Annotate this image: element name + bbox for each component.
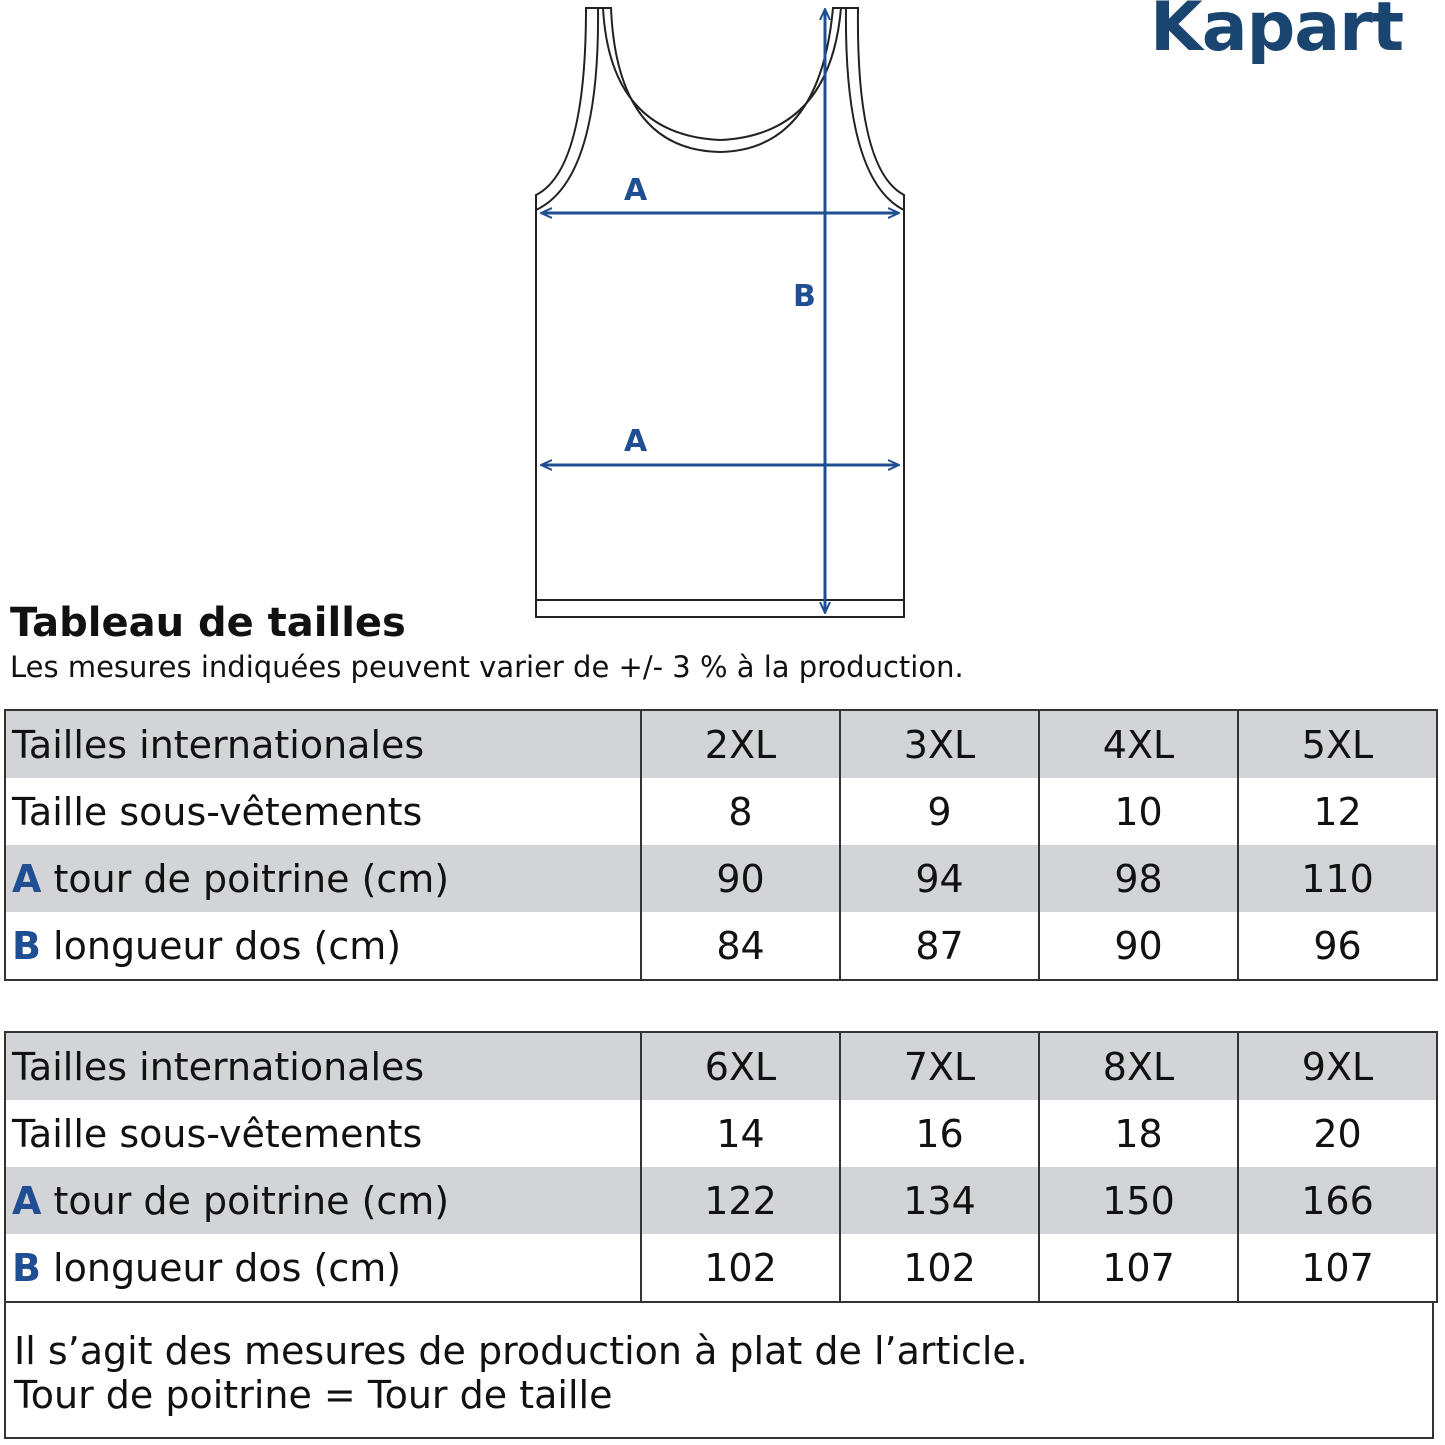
- size-table-1: [4, 709, 1438, 981]
- row-label: A tour de poitrine (cm): [5, 1167, 641, 1234]
- table-cell: 10: [1039, 778, 1238, 845]
- page-title: Tableau de tailles: [10, 600, 406, 646]
- table-cell: 87: [840, 912, 1039, 980]
- table-cell: 8XL: [1039, 1032, 1238, 1100]
- table-cell: 9: [840, 778, 1039, 845]
- tank-top-outline: [536, 8, 904, 617]
- table-cell: 5XL: [1238, 710, 1437, 778]
- table-cell: 18: [1039, 1100, 1238, 1167]
- row-label: B longueur dos (cm): [5, 1234, 641, 1302]
- brand-logo: [1150, 0, 1420, 67]
- table-cell: 94: [840, 845, 1039, 912]
- table-row: [5, 778, 1437, 845]
- table-cell: 90: [641, 845, 840, 912]
- table-row: [5, 1234, 1437, 1302]
- table-cell: 4XL: [1039, 710, 1238, 778]
- table-cell: 110: [1238, 845, 1437, 912]
- tank-top-diagram: [0, 0, 1445, 620]
- note-line-2: Tour de poitrine = Tour de taille: [14, 1373, 613, 1417]
- label-a-top: A: [624, 173, 648, 208]
- table-cell: 84: [641, 912, 840, 980]
- row-label: B longueur dos (cm): [5, 912, 641, 980]
- row-label: Taille sous-vêtements: [5, 1100, 641, 1167]
- row-label: Tailles internationales: [5, 1032, 641, 1100]
- table-cell: 9XL: [1238, 1032, 1437, 1100]
- table-cell: 2XL: [641, 710, 840, 778]
- label-b: B: [793, 279, 816, 314]
- table-row: [5, 1100, 1437, 1167]
- table-cell: 107: [1039, 1234, 1238, 1302]
- table-cell: 6XL: [641, 1032, 840, 1100]
- table-cell: 16: [840, 1100, 1039, 1167]
- table-row: [5, 912, 1437, 980]
- page-subtitle: Les mesures indiquées peuvent varier de +/- 3 % à la production.: [10, 650, 964, 684]
- table-row: [5, 1032, 1437, 1100]
- row-label: A tour de poitrine (cm): [5, 845, 641, 912]
- table-row: [5, 845, 1437, 912]
- label-a-bottom: A: [624, 424, 648, 459]
- table-cell: 12: [1238, 778, 1437, 845]
- table-cell: 122: [641, 1167, 840, 1234]
- table-cell: 166: [1238, 1167, 1437, 1234]
- table-cell: 102: [840, 1234, 1039, 1302]
- table-cell: 98: [1039, 845, 1238, 912]
- table-cell: 8: [641, 778, 840, 845]
- table-cell: 102: [641, 1234, 840, 1302]
- table-cell: 3XL: [840, 710, 1039, 778]
- size-table-2: [4, 1031, 1438, 1303]
- table-cell: 20: [1238, 1100, 1437, 1167]
- table-cell: 150: [1039, 1167, 1238, 1234]
- table-cell: 96: [1238, 912, 1437, 980]
- table-cell: 134: [840, 1167, 1039, 1234]
- row-label: Tailles internationales: [5, 710, 641, 778]
- table-cell: 107: [1238, 1234, 1437, 1302]
- table-cell: 14: [641, 1100, 840, 1167]
- brand-name: Kapart: [1150, 0, 1404, 67]
- note-line-1: Il s’agit des mesures de production à plat de l’article.: [14, 1329, 1028, 1373]
- table-cell: 7XL: [840, 1032, 1039, 1100]
- table-row: [5, 1167, 1437, 1234]
- measurement-note: [4, 1303, 1434, 1439]
- table-cell: 90: [1039, 912, 1238, 980]
- table-row: [5, 710, 1437, 778]
- row-label: Taille sous-vêtements: [5, 778, 641, 845]
